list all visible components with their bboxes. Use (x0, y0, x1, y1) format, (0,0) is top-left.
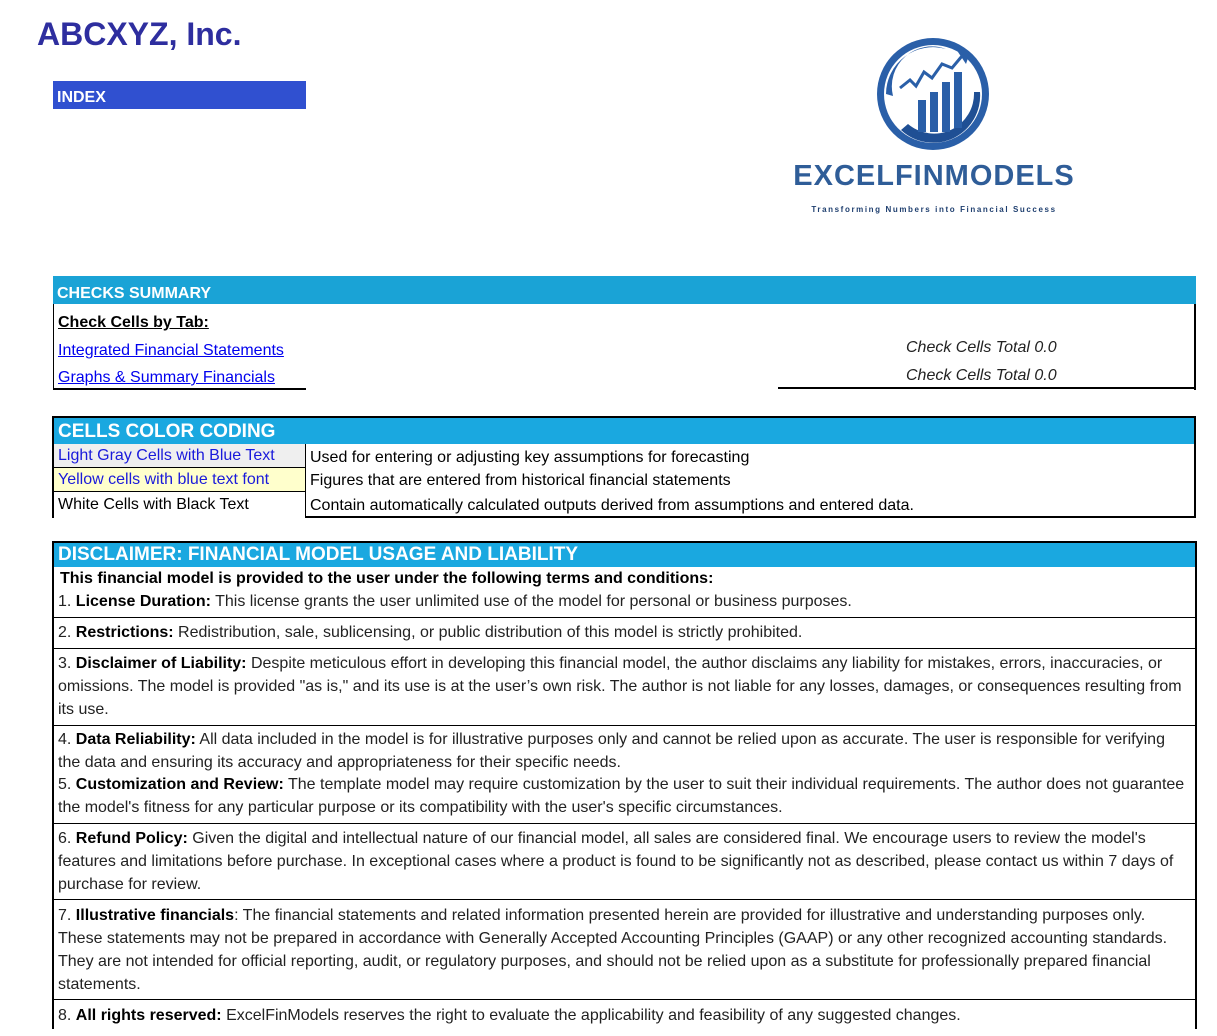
term-text: The template model may require customization by the user to suit their individual requirements. The author does not guarantee the model's fitness for any particular purpose or its compatibility with the user's specific circumstances. (58, 776, 1185, 816)
divider (778, 387, 1196, 389)
legend-white-cell: White Cells with Black Text (54, 492, 306, 518)
legend-yellow-desc: Figures that are entered from historical financial statements (310, 472, 731, 489)
term-text: : The financial statements and related information presented herein are provided for illustrative and understanding purposes only. These statements may not be prepared in accordance with Generally Accepted Accounting Principles (GAAP) or any other recognized accounting standards. They are not intended for official reporting, audit, or regulatory purposes, and should not be relied upon as a substitute for professionally prepared financial statements. (58, 907, 1168, 993)
color-coding-panel (52, 416, 1196, 518)
check-total-graphs: Check Cells Total 0.0 (906, 367, 1057, 384)
divider (54, 388, 306, 390)
brand-logo (776, 34, 1092, 220)
check-total-integrated: Check Cells Total 0.0 (906, 339, 1057, 356)
divider (54, 999, 1195, 1000)
term-number: 6. (58, 830, 72, 847)
term-item (58, 590, 1190, 613)
term-title: Refund Policy: (75, 830, 188, 847)
index-link[interactable]: INDEX (53, 81, 306, 109)
divider (54, 823, 1195, 824)
disclaimer-header: DISCLAIMER: FINANCIAL MODEL USAGE AND LIABILITY (54, 543, 1195, 567)
term-item (58, 652, 1190, 721)
term-item (58, 827, 1190, 896)
checks-summary-header: CHECKS SUMMARY (53, 276, 1196, 304)
term-number: 1. (58, 593, 72, 610)
link-graphs-summary-financials[interactable]: Graphs & Summary Financials (58, 369, 275, 386)
term-title: License Duration: (75, 593, 211, 610)
disclaimer-intro: This financial model is provided to the user under the following terms and conditions: (60, 570, 714, 587)
divider (54, 648, 1195, 649)
company-name: ABCXYZ, Inc. (37, 16, 242, 52)
term-number: 5. (58, 776, 72, 793)
term-item (58, 621, 1190, 644)
term-text: Despite meticulous effort in developing this financial model, the author disclaims any liability for mistakes, errors, inaccuracies, or omissions. The model is provided "as is," and its use is at the user’s own risk. The author is not liable for any losses, damages, or consequences resulting from its use. (58, 655, 1182, 718)
legend-gray-cell: Light Gray Cells with Blue Text (54, 444, 306, 468)
term-title: Customization and Review: (75, 776, 284, 793)
term-text: This license grants the user unlimited use of the model for personal or business purposes. (215, 593, 852, 610)
legend-yellow-cell: Yellow cells with blue text font (54, 468, 306, 492)
color-coding-header: CELLS COLOR CODING (54, 418, 1194, 444)
logo-wordmark: EXCELFINMODELS (793, 160, 1075, 192)
legend-gray-desc: Used for entering or adjusting key assumptions for forecasting (310, 449, 750, 466)
term-number: 4. (58, 731, 72, 748)
term-text: Redistribution, sale, sublicensing, or public distribution of this model is strictly prohibited. (178, 624, 803, 641)
divider (54, 725, 1195, 726)
term-item (58, 1004, 1190, 1027)
term-title: Data Reliability: (75, 731, 196, 748)
term-number: 8. (58, 1007, 72, 1024)
term-number: 3. (58, 655, 72, 672)
disclaimer-panel (52, 541, 1197, 1029)
divider (54, 899, 1195, 900)
term-title: Restrictions: (75, 624, 174, 641)
term-number: 2. (58, 624, 72, 641)
term-title: All rights reserved: (75, 1007, 222, 1024)
divider (54, 617, 1195, 618)
term-title: Illustrative financials (75, 907, 235, 924)
term-text: All data included in the model is for illustrative purposes only and cannot be relied upon as accurate. The user is responsible for verifying the data and ensuring its accuracy and appropriateness for their specific needs. (58, 731, 1165, 771)
term-item (58, 728, 1190, 774)
checks-title: Check Cells by Tab: (58, 314, 209, 331)
term-title: Disclaimer of Liability: (75, 655, 247, 672)
legend-white-desc: Contain automatically calculated outputs derived from assumptions and entered data. (310, 497, 914, 514)
term-text: Given the digital and intellectual nature of our financial model, all sales are considered final. We encourage users to review the model's features and limitations before purchase. In exceptional cases where a product is found to be significantly not as described, please contact us within 7 days of purchase for review. (58, 830, 1174, 893)
logo-tagline: Transforming Numbers into Financial Success (811, 205, 1057, 214)
term-number: 7. (58, 907, 72, 924)
link-integrated-financial-statements[interactable]: Integrated Financial Statements (58, 342, 284, 359)
term-item (58, 904, 1190, 996)
logo-emblem-icon (776, 34, 1092, 160)
checks-summary-panel (53, 304, 1196, 390)
term-text: ExcelFinModels reserves the right to evaluate the applicability and feasibility of any suggested changes. (226, 1007, 961, 1024)
term-item (58, 773, 1190, 819)
